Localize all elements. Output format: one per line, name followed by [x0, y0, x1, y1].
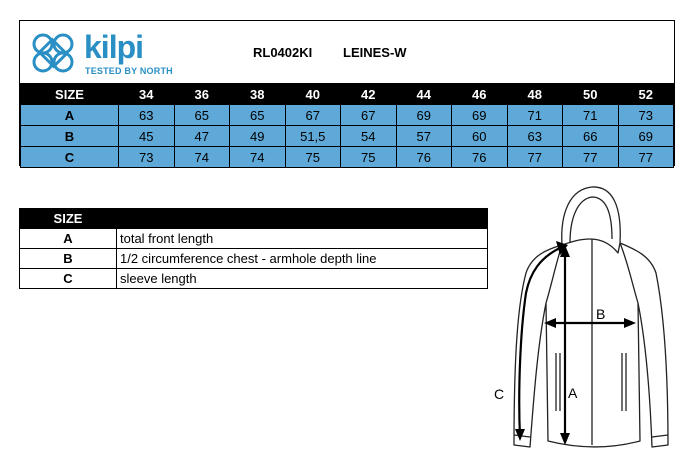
size-header-label: SIZE: [21, 84, 119, 105]
measure-b-label: B: [596, 306, 606, 322]
kilpi-logo: [24, 25, 184, 81]
size-header-cell: 34: [119, 84, 175, 105]
table-cell: 73: [618, 105, 674, 126]
size-header-cell: 44: [396, 84, 452, 105]
size-header-cell: 36: [174, 84, 230, 105]
size-header-row: [21, 84, 674, 105]
size-header-cell: 52: [618, 84, 674, 105]
measure-b-arrow-icon: [544, 318, 636, 328]
table-cell: 47: [174, 126, 230, 147]
size-header-cell: 46: [452, 84, 508, 105]
size-header-cell: 38: [230, 84, 286, 105]
legend-row: [20, 229, 488, 249]
table-cell: 74: [230, 147, 286, 168]
table-cell: 71: [507, 105, 563, 126]
table-row: [21, 126, 674, 147]
table-cell: 49: [230, 126, 286, 147]
size-chart: [19, 20, 675, 166]
table-cell: 66: [563, 126, 619, 147]
table-cell: 51,5: [285, 126, 341, 147]
size-header-cell: 42: [341, 84, 397, 105]
table-row: [21, 105, 674, 126]
table-cell: 75: [285, 147, 341, 168]
legend-key: C: [20, 269, 117, 289]
row-label: B: [21, 126, 119, 147]
legend-text: sleeve length: [117, 269, 488, 289]
legend-header-row: [20, 209, 488, 229]
size-header-cell: 40: [285, 84, 341, 105]
table-cell: 57: [396, 126, 452, 147]
product-code: RL0402KI: [253, 45, 313, 60]
table-cell: 77: [563, 147, 619, 168]
legend-header-label: SIZE: [20, 209, 117, 229]
brand-tagline: TESTED BY NORTH: [85, 66, 173, 76]
table-cell: 73: [119, 147, 175, 168]
table-row: [21, 147, 674, 168]
measure-a-label: A: [568, 385, 578, 401]
table-cell: 69: [618, 126, 674, 147]
table-cell: 45: [119, 126, 175, 147]
table-cell: 77: [618, 147, 674, 168]
knot-logo-icon: [24, 25, 82, 81]
measure-a-arrow-icon: [560, 245, 570, 445]
table-cell: 67: [341, 105, 397, 126]
table-cell: 60: [452, 126, 508, 147]
legend-table: [19, 208, 488, 289]
size-table: [20, 83, 674, 168]
size-header-cell: 48: [507, 84, 563, 105]
legend-text: 1/2 circumference chest - armhole depth line: [117, 249, 488, 269]
table-cell: 76: [452, 147, 508, 168]
brand-name: kilpi: [84, 29, 144, 65]
table-cell: 71: [563, 105, 619, 126]
jacket-outline-icon: [514, 187, 668, 447]
table-cell: 65: [230, 105, 286, 126]
row-label: C: [21, 147, 119, 168]
table-cell: 76: [396, 147, 452, 168]
jacket-diagram: [490, 183, 680, 471]
table-cell: 63: [119, 105, 175, 126]
table-cell: 77: [507, 147, 563, 168]
table-cell: 54: [341, 126, 397, 147]
legend-key: A: [20, 229, 117, 249]
table-cell: 69: [452, 105, 508, 126]
legend-text: total front length: [117, 229, 488, 249]
product-model: LEINES-W: [343, 45, 407, 60]
table-cell: 67: [285, 105, 341, 126]
table-cell: 74: [174, 147, 230, 168]
legend-row: [20, 249, 488, 269]
size-chart-header: [20, 21, 674, 83]
table-cell: 65: [174, 105, 230, 126]
size-header-cell: 50: [563, 84, 619, 105]
table-cell: 69: [396, 105, 452, 126]
table-cell: 63: [507, 126, 563, 147]
table-cell: 75: [341, 147, 397, 168]
legend-key: B: [20, 249, 117, 269]
legend-row: [20, 269, 488, 289]
row-label: A: [21, 105, 119, 126]
legend-header-blank: [117, 209, 488, 229]
measure-c-label: C: [494, 386, 505, 402]
